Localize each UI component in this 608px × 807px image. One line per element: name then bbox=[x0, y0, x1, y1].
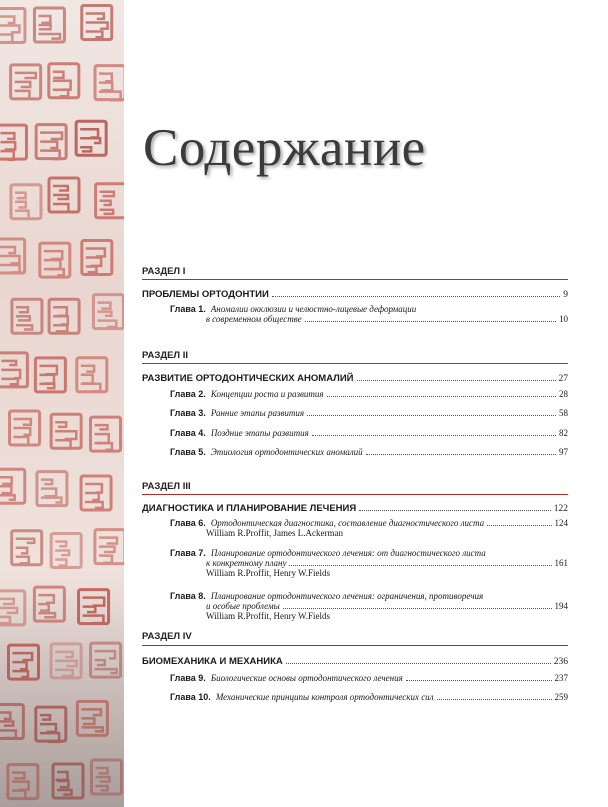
chapter-entry[interactable] bbox=[170, 692, 568, 702]
chapter-title-line: и особые проблемы bbox=[206, 601, 280, 611]
chapter-title-line: Концепции роста и развития bbox=[210, 389, 324, 399]
page-number: 124 bbox=[554, 518, 568, 528]
seal-glyph bbox=[77, 358, 107, 392]
seal-glyph bbox=[0, 239, 25, 273]
seal-glyph bbox=[82, 240, 112, 274]
seal-glyph bbox=[49, 299, 79, 333]
seal-glyph bbox=[36, 125, 66, 160]
page-number: 161 bbox=[554, 558, 568, 568]
seal-glyph bbox=[96, 184, 124, 218]
dot-leader bbox=[359, 509, 551, 511]
chapter-entry[interactable] bbox=[170, 304, 568, 324]
chapter-title-line: Ранние этапы развития bbox=[210, 408, 305, 418]
chapter-entry[interactable] bbox=[170, 447, 568, 457]
seal-glyph bbox=[95, 66, 124, 101]
section-label: РАЗДЕЛ III bbox=[142, 481, 191, 492]
chapter-title-line: Биологические основы ортодонтического лечения bbox=[210, 673, 403, 683]
seal-glyph bbox=[0, 125, 26, 160]
dot-leader bbox=[437, 698, 552, 700]
section-rule bbox=[142, 645, 568, 646]
chapter-authors: William R.Proffit, James L.Ackerman bbox=[206, 528, 343, 538]
page-number: 27 bbox=[558, 374, 568, 384]
chapter-title-line: Планирование ортодонтического лечения: от диагностического листа bbox=[210, 548, 486, 558]
chapter-authors: William R.Proffit, Henry W.Fields bbox=[206, 568, 330, 578]
page-number: 259 bbox=[554, 692, 568, 702]
section-heading: ДИАГНОСТИКА И ПЛАНИРОВАНИЕ ЛЕЧЕНИЯ bbox=[142, 503, 357, 514]
seal-glyph bbox=[0, 353, 27, 387]
chapter-title-line: Поздние этапы развития bbox=[210, 428, 309, 438]
dot-leader bbox=[366, 453, 556, 455]
chapter-number: Глава 9. bbox=[170, 673, 206, 683]
chapter-title-line: Ортодонтическая диагностика, составление диагностического листа bbox=[210, 518, 485, 528]
page-number: 122 bbox=[553, 504, 568, 514]
page-number: 236 bbox=[553, 657, 568, 667]
dot-leader bbox=[289, 564, 551, 566]
seal-glyph bbox=[12, 531, 42, 565]
seal-glyph bbox=[82, 6, 112, 40]
section-label: РАЗДЕЛ II bbox=[142, 350, 189, 361]
page-title: Содержание bbox=[143, 119, 426, 177]
page-number: 97 bbox=[559, 447, 568, 457]
dot-leader bbox=[283, 607, 552, 609]
seal-glyph bbox=[34, 8, 64, 42]
page-number: 9 bbox=[563, 290, 568, 300]
seal-glyph bbox=[93, 295, 123, 329]
dot-leader bbox=[286, 662, 551, 664]
chapter-title-line: Механические принципы контроля ортодонтических сил bbox=[215, 692, 434, 702]
page-number: 82 bbox=[559, 428, 568, 438]
chapter-number: Глава 10. bbox=[170, 692, 211, 702]
section-rule bbox=[142, 279, 568, 280]
chapter-entry[interactable] bbox=[170, 428, 568, 438]
chapter-authors: William R.Proffit, Henry W.Fields bbox=[206, 611, 330, 621]
section-heading-row[interactable] bbox=[142, 289, 568, 300]
page-number: 58 bbox=[559, 408, 568, 418]
seal-glyph bbox=[91, 417, 121, 451]
seal-glyph bbox=[0, 469, 25, 503]
chapter-title-line: в современном обществе bbox=[206, 314, 302, 324]
seal-glyph bbox=[49, 178, 79, 212]
dot-leader bbox=[312, 434, 556, 436]
chapter-entry[interactable] bbox=[170, 518, 568, 538]
chapter-number: Глава 4. bbox=[170, 428, 206, 438]
seal-glyph bbox=[0, 8, 25, 42]
chapter-number: Глава 2. bbox=[170, 389, 206, 399]
chapter-title-line: к конкретному плану bbox=[206, 558, 287, 568]
chapter-entry[interactable] bbox=[170, 389, 568, 399]
seal-glyph bbox=[40, 243, 70, 277]
seal-glyph bbox=[10, 411, 40, 445]
chapter-number: Глава 1. bbox=[170, 304, 206, 314]
chapter-entry[interactable] bbox=[170, 408, 568, 418]
page-number: 10 bbox=[559, 314, 568, 324]
dot-leader bbox=[357, 379, 556, 381]
chapter-number: Глава 3. bbox=[170, 408, 206, 418]
chapter-title-line: Этиология ортодонтических аномалий bbox=[210, 447, 363, 457]
seal-glyph bbox=[51, 414, 81, 448]
page-number: 28 bbox=[559, 389, 568, 399]
chapter-number: Глава 8. bbox=[170, 591, 206, 601]
section-heading: БИОМЕХАНИКА И МЕХАНИКА bbox=[142, 656, 283, 667]
chapter-title-line: Аномалии окклюзии и челюстно-лицевые деформации bbox=[210, 304, 417, 314]
seal-glyph bbox=[95, 530, 124, 564]
seal-glyph bbox=[35, 358, 65, 392]
section-label: РАЗДЕЛ IV bbox=[142, 631, 192, 642]
seal-glyph bbox=[11, 185, 41, 219]
dot-leader bbox=[307, 414, 556, 416]
seal-glyph bbox=[81, 476, 111, 510]
seal-glyph bbox=[12, 299, 42, 333]
page-number: 194 bbox=[554, 601, 568, 611]
chapter-title-line: Планирование ортодонтического лечения: ограничения, противоречия bbox=[210, 591, 484, 601]
seal-glyph bbox=[76, 121, 106, 155]
section-label: РАЗДЕЛ I bbox=[142, 266, 186, 277]
chapter-number: Глава 7. bbox=[170, 548, 206, 558]
section-heading: РАЗВИТИЕ ОРТОДОНТИЧЕСКИХ АНОМАЛИЙ bbox=[142, 373, 354, 384]
chapter-entry[interactable] bbox=[170, 548, 568, 578]
dot-leader bbox=[406, 679, 552, 681]
section-rule bbox=[142, 363, 568, 364]
seal-glyph bbox=[11, 65, 41, 99]
chapter-number: Глава 5. bbox=[170, 447, 206, 457]
dot-leader bbox=[305, 320, 556, 322]
section-heading-row[interactable] bbox=[142, 373, 568, 384]
seal-glyph bbox=[51, 534, 81, 568]
seal-glyph bbox=[49, 64, 79, 98]
section-heading-row[interactable] bbox=[142, 656, 568, 667]
chapter-number: Глава 6. bbox=[170, 518, 206, 528]
chapter-entry[interactable] bbox=[170, 591, 568, 621]
dot-leader bbox=[327, 395, 556, 397]
seal-glyph bbox=[37, 472, 67, 506]
decorative-side-band bbox=[0, 0, 124, 807]
chapter-entry[interactable] bbox=[170, 673, 568, 683]
section-heading: ПРОБЛЕМЫ ОРТОДОНТИИ bbox=[142, 289, 269, 300]
dot-leader bbox=[487, 524, 551, 526]
section-heading-row[interactable] bbox=[142, 503, 568, 514]
page-number: 237 bbox=[554, 673, 568, 683]
band-shadow bbox=[0, 587, 124, 807]
dot-leader bbox=[272, 295, 560, 297]
section-rule bbox=[142, 494, 568, 495]
